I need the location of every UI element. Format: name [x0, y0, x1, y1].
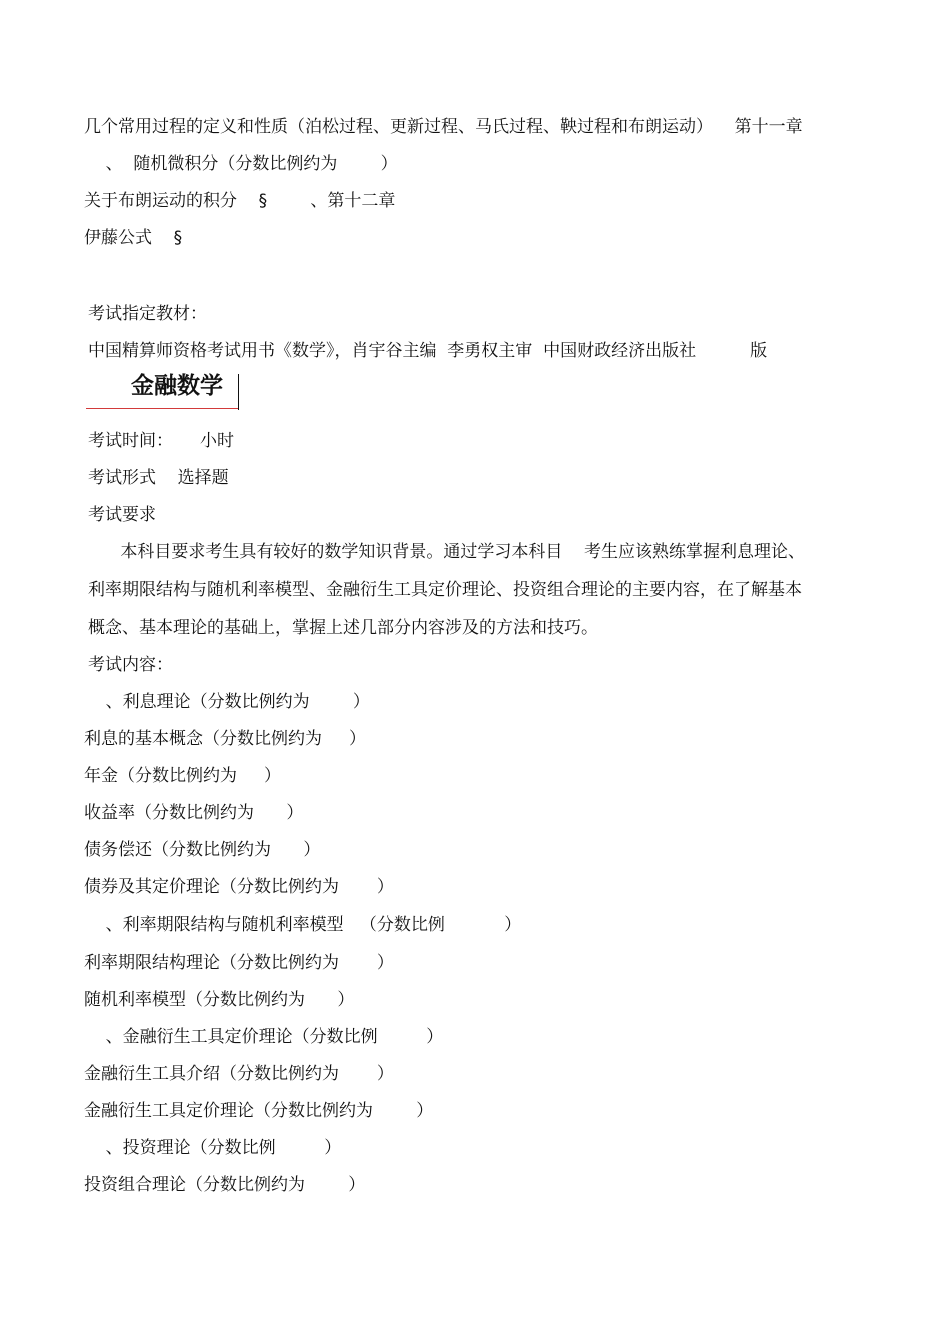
text-line-chapter-overview: 几个常用过程的定义和性质（泊松过程、更新过程、马氏过程、鞅过程和布朗运动） 第十一章 — [84, 117, 803, 137]
content-item: 、投资理论（分数比例 ） — [84, 1138, 342, 1158]
content-item: 利息的基本概念（分数比例约为 ） — [84, 729, 367, 749]
title-field[interactable] — [86, 370, 238, 409]
exam-time: 考试时间： 小时 — [88, 431, 235, 451]
content-item: 利率期限结构理论（分数比例约为 ） — [84, 953, 394, 973]
content-item: 债券及其定价理论（分数比例约为 ） — [84, 877, 394, 897]
text-line-stochastic-calculus: 、 随机微积分（分数比例约为 ） — [84, 154, 398, 174]
exam-content-label: 考试内容： — [88, 655, 173, 675]
exam-form: 考试形式 选择题 — [88, 468, 229, 488]
content-item: 、利率期限结构与随机利率模型 （分数比例 ） — [84, 915, 522, 935]
text-cursor — [238, 374, 239, 410]
content-item: 金融衍生工具介绍（分数比例约为 ） — [84, 1064, 394, 1084]
content-item: 债务偿还（分数比例约为 ） — [84, 840, 321, 860]
content-item: 、利息理论（分数比例约为 ） — [84, 692, 370, 712]
requirement-paragraph-line: 本科目要求考生具有较好的数学知识背景。通过学习本科目 考生应该熟练掌握利息理论、 — [88, 542, 806, 562]
content-item: 年金（分数比例约为 ） — [84, 766, 282, 786]
content-item: 投资组合理论（分数比例约为 ） — [84, 1175, 366, 1195]
content-item: 、金融衍生工具定价理论（分数比例 ） — [84, 1027, 444, 1047]
requirement-paragraph-line: 利率期限结构与随机利率模型、金融衍生工具定价理论、投资组合理论的主要内容，在了解基本 — [88, 580, 802, 600]
content-item: 随机利率模型（分数比例约为 ） — [84, 990, 355, 1010]
content-item: 收益率（分数比例约为 ） — [84, 803, 304, 823]
textbook-label: 考试指定教材： — [88, 304, 207, 324]
text-line-ito-formula: 伊藤公式 § — [84, 228, 183, 248]
section-title: 金融数学 — [131, 373, 223, 399]
requirement-paragraph-line: 概念、基本理论的基础上，掌握上述几部分内容涉及的方法和技巧。 — [88, 618, 598, 638]
exam-requirement-label: 考试要求 — [88, 505, 156, 525]
text-line-brownian-integral: 关于布朗运动的积分 § 、第十二章 — [84, 191, 396, 211]
content-item: 金融衍生工具定价理论（分数比例约为 ） — [84, 1101, 434, 1121]
textbook-info: 中国精算师资格考试用书《数学》，肖宇谷主编 李勇权主审 中国财政经济出版社 版 — [88, 341, 768, 361]
